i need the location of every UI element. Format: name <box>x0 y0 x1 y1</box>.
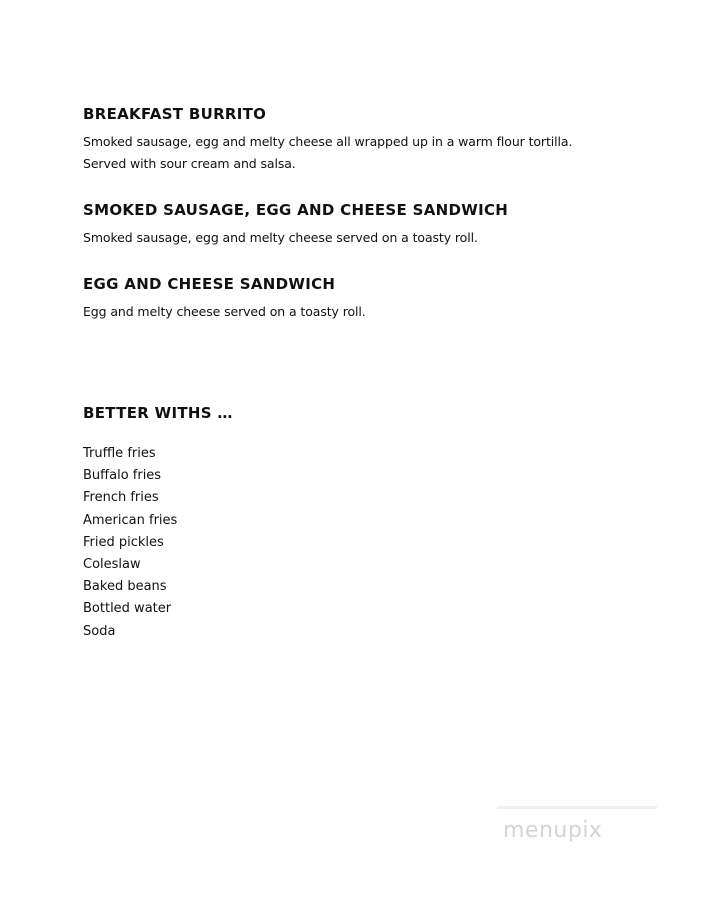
sides-list <box>83 443 483 643</box>
list-item: Truffle fries <box>83 446 156 461</box>
item-title: SMOKED SAUSAGE, EGG AND CHEESE SANDWICH <box>83 201 509 219</box>
list-item: American fries <box>83 512 178 528</box>
breakfast-menu-section <box>83 104 663 323</box>
list-item: Fried pickles <box>83 534 164 550</box>
list-item: Soda <box>83 623 116 639</box>
watermark-logo: menupix <box>503 818 603 843</box>
better-withs-section <box>83 403 483 643</box>
menu-item-egg-cheese-sandwich <box>83 274 663 323</box>
menu-item-breakfast-burrito <box>83 104 663 175</box>
item-description-line: Smoked sausage, egg and melty cheese all wrapped up in a warm flour tortilla. <box>83 134 573 149</box>
watermark-divider <box>497 806 657 809</box>
item-description-line: Smoked sausage, egg and melty cheese served on a toasty roll. <box>83 230 478 245</box>
list-item: Buffalo fries <box>83 468 162 484</box>
list-item: Bottled water <box>83 601 172 617</box>
item-title: EGG AND CHEESE SANDWICH <box>83 275 336 293</box>
menu-item-smoked-sausage-egg-cheese-sandwich <box>83 200 663 249</box>
item-description-line: Egg and melty cheese served on a toasty roll. <box>83 304 366 319</box>
sides-title: BETTER WITHS … <box>83 404 233 422</box>
list-item: French fries <box>83 490 159 506</box>
list-item: Baked beans <box>83 579 167 595</box>
item-description-line: Served with sour cream and salsa. <box>83 156 296 171</box>
list-item: Coleslaw <box>83 557 141 573</box>
item-title: BREAKFAST BURRITO <box>83 105 267 123</box>
